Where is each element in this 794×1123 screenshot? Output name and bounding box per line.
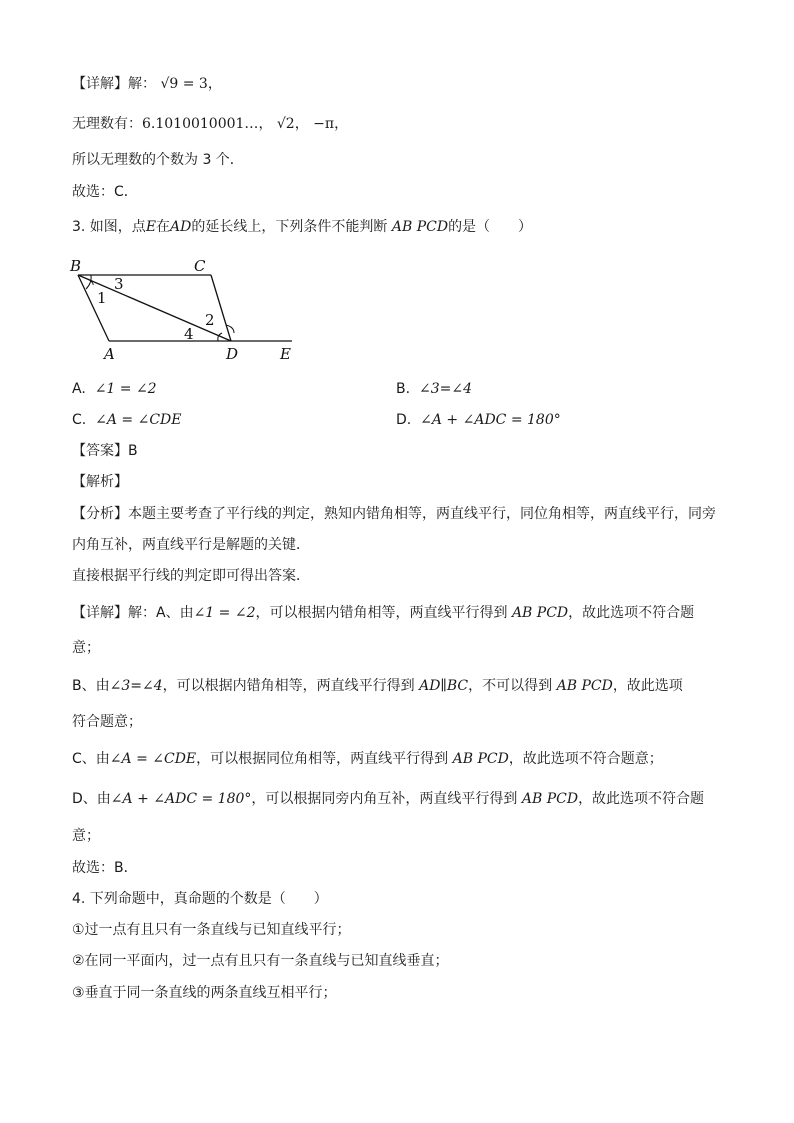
q3-line-ad: AD xyxy=(170,219,192,235)
option-d-label: D. xyxy=(396,412,412,428)
answer-line: 【答案】B xyxy=(72,443,138,459)
option-d xyxy=(396,410,561,430)
option-a-label: A. xyxy=(72,381,86,397)
punct: ， xyxy=(334,116,349,132)
detail-a-prefix: 【详解】解：A、由 xyxy=(72,605,194,621)
detail-c-tail: ，故此选项不符合题意； xyxy=(508,751,663,767)
detail-d-line-1 xyxy=(72,789,704,809)
detail-d-parallel: AB PCD xyxy=(521,791,579,807)
detail-tag: 【详解】 xyxy=(72,76,128,92)
detail-d-mid: ，可以根据同旁内角互补，两直线平行得到 xyxy=(251,791,518,807)
math-sqrt9: √9 = 3 xyxy=(160,76,208,92)
detail-line-1 xyxy=(72,74,222,94)
q4-statement-3: ③垂直于同一条直线的两条直线互相平行； xyxy=(72,985,337,1001)
detail-b-prefix: B、由 xyxy=(72,678,110,694)
punct: ， xyxy=(258,116,273,132)
detail-b-parallel: AB PCD xyxy=(556,678,613,694)
detail-b-math: ∠3=∠4 xyxy=(109,678,163,694)
option-c-label: C. xyxy=(72,412,87,428)
choice-line: 故选：C． xyxy=(72,184,138,200)
label-a: A xyxy=(104,345,115,363)
math-neg-pi: −π xyxy=(313,116,335,132)
detail-b-ad-bc: AD∥BC xyxy=(419,678,469,694)
irrational-line xyxy=(72,114,348,134)
punct: ， xyxy=(207,76,222,92)
label-angle-2: 2 xyxy=(205,311,215,329)
irrational-number: 6.1010010001… xyxy=(142,116,259,132)
option-c xyxy=(72,410,182,430)
detail-c-mid: ，可以根据同位角相等，两直线平行得到 xyxy=(196,751,449,767)
option-a xyxy=(72,379,157,399)
detail-a-tail: ，故此选项不符合题 xyxy=(568,605,695,621)
detail-c-parallel: AB PCD xyxy=(452,751,509,767)
detail-d-line-2: 意； xyxy=(72,828,100,844)
detail-text: 解： xyxy=(128,76,156,92)
question-4: 4. 下列命题中，真命题的个数是（ ） xyxy=(72,891,328,907)
count-line: 所以无理数的个数为 3 个． xyxy=(72,152,244,168)
q3-mid1: 在 xyxy=(156,219,171,235)
q3-ab-cd: AB PCD xyxy=(391,219,449,235)
label-d: D xyxy=(226,345,239,363)
detail-b-tail: ，故此选项 xyxy=(612,678,683,694)
analysis-heading: 【解析】 xyxy=(72,474,128,490)
q3-tail: 的是（ ） xyxy=(448,219,533,235)
angle-arc-b xyxy=(86,275,91,289)
detail-d-tail: ，故此选项不符合题 xyxy=(578,791,705,807)
analysis-line-3: 直接根据平行线的判定即可得出答案． xyxy=(72,568,310,584)
detail-a-line-1 xyxy=(72,603,694,623)
math-sqrt2: √2 xyxy=(276,116,295,132)
detail-d-prefix: D、由 xyxy=(72,791,111,807)
label-angle-1: 1 xyxy=(97,289,107,307)
detail-a-mid: ，可以根据内错角相等，两直线平行得到 xyxy=(255,605,508,621)
geometry-figure xyxy=(66,255,306,365)
segment-bd xyxy=(78,275,231,341)
option-d-text: ∠A + ∠ADC = 180° xyxy=(420,412,561,428)
analysis-line-2: 内角互补，两直线平行是解题的关键． xyxy=(72,537,310,553)
detail-a-math: ∠1 = ∠2 xyxy=(193,605,256,621)
label-angle-4: 4 xyxy=(184,325,194,343)
option-a-text: ∠1 = ∠2 xyxy=(94,381,157,397)
q3-prefix: 3. 如图，点 xyxy=(72,219,146,235)
irrational-label: 无理数有： xyxy=(72,116,142,132)
detail-choice: 故选：B． xyxy=(72,860,138,876)
detail-a-line-2: 意； xyxy=(72,640,100,656)
detail-c-math: ∠A = ∠CDE xyxy=(109,751,197,767)
detail-c-prefix: C、由 xyxy=(72,751,110,767)
option-c-text: ∠A = ∠CDE xyxy=(95,412,182,428)
label-e: E xyxy=(280,345,291,363)
detail-c-line xyxy=(72,749,663,769)
question-3 xyxy=(72,217,532,237)
detail-d-math: ∠A + ∠ADC = 180° xyxy=(110,791,252,807)
option-b-label: B. xyxy=(396,381,411,397)
q4-statement-1: ①过一点有且只有一条直线与已知直线平行； xyxy=(72,922,351,938)
detail-a-parallel: AB PCD xyxy=(511,605,569,621)
detail-b-line-2: 符合题意； xyxy=(72,714,142,730)
label-angle-3: 3 xyxy=(114,275,124,293)
label-c: C xyxy=(194,257,206,275)
q3-mid2: 的延长线上，下列条件不能判断 xyxy=(191,219,388,235)
detail-b-mid2: ，不可以得到 xyxy=(468,678,553,694)
option-b-text: ∠3=∠4 xyxy=(418,381,472,397)
q4-statement-2: ②在同一平面内，过一点有且只有一条直线与已知直线垂直； xyxy=(72,953,449,969)
option-b xyxy=(396,379,472,399)
detail-b-line-1 xyxy=(72,676,683,696)
segment-cd xyxy=(211,275,231,341)
analysis-line-1: 【分析】本题主要考查了平行线的判定，熟知内错角相等，两直线平行，同位角相等，两直线平行，同旁 xyxy=(72,506,716,522)
q3-point-e: E xyxy=(145,219,157,235)
label-b: B xyxy=(70,257,82,275)
punct: ， xyxy=(294,116,309,132)
detail-b-mid: ，可以根据内错角相等，两直线平行得到 xyxy=(162,678,415,694)
